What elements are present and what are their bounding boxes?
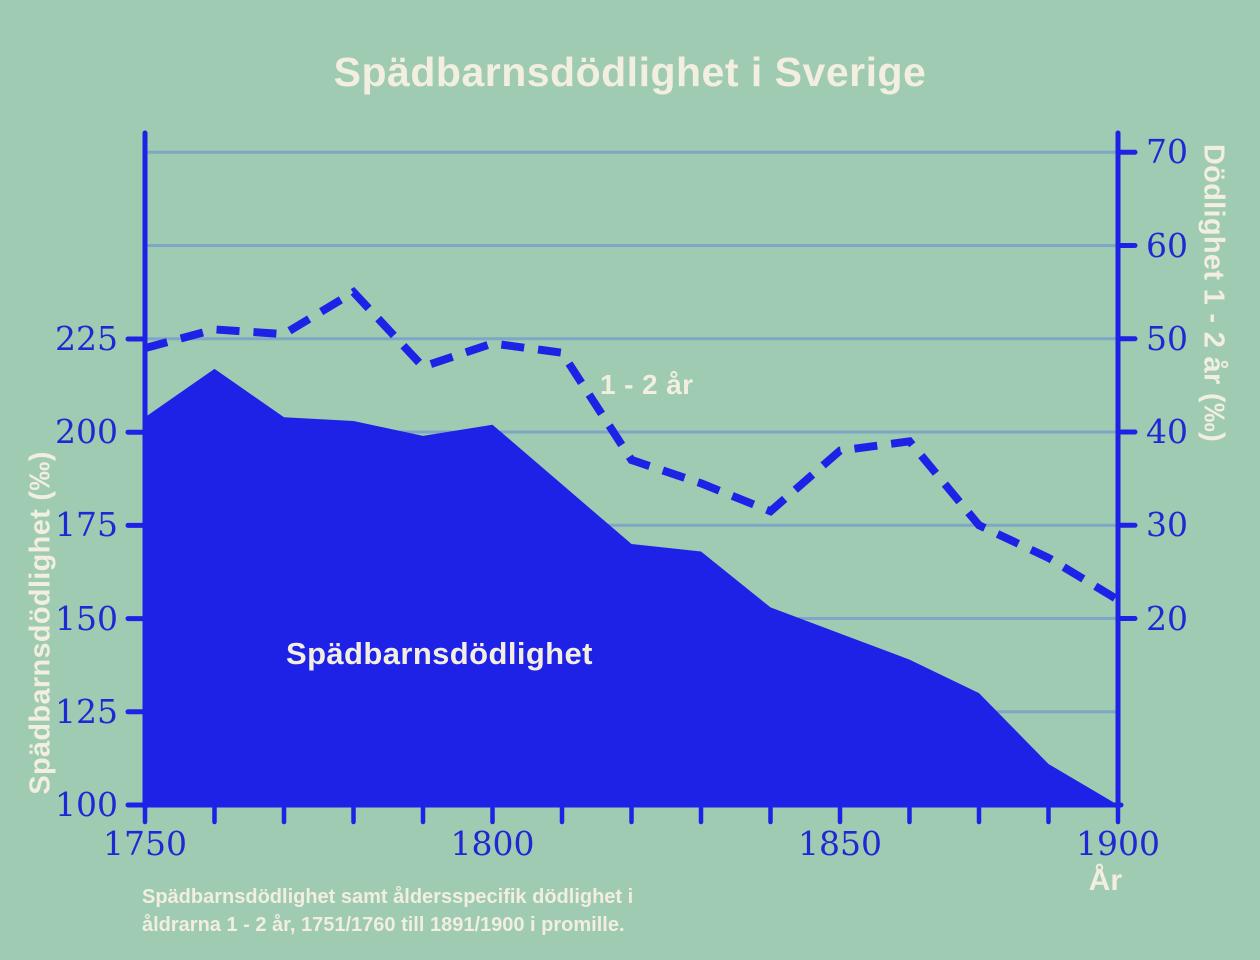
right-axis-tick-label: 70 (1146, 132, 1188, 172)
right-axis-title: Dödlighet 1 - 2 år (‰) (1197, 143, 1230, 443)
right-axis-tick-label: 60 (1146, 225, 1188, 265)
right-axis-tick-label: 20 (1146, 598, 1188, 638)
chart-title: Spädbarnsdödlighet i Sverige (333, 49, 927, 95)
left-axis-tick-label: 200 (55, 412, 118, 452)
left-axis-tick-label: 150 (55, 598, 118, 638)
right-axis-tick-label: 50 (1146, 318, 1188, 358)
area-series-label: Spädbarnsdödlighet (286, 636, 593, 671)
caption (142, 883, 633, 939)
infant-mortality-area (145, 369, 1118, 807)
x-axis-title: År (1088, 864, 1122, 897)
right-axis-tick-label: 40 (1146, 412, 1188, 451)
left-axis-title: Spädbarnsdödlighet (‰) (24, 451, 57, 795)
left-axis-tick-label: 225 (55, 319, 118, 358)
caption-line-1: Spädbarnsdödlighet samt åldersspecifik dödlighet i (142, 886, 634, 908)
left-axis-tick-label: 100 (55, 785, 118, 824)
left-axis-tick-label: 125 (55, 691, 118, 731)
line-series-label: 1 - 2 år (600, 369, 694, 400)
left-axis-tick-label: 175 (55, 505, 118, 545)
right-axis-tick-label: 30 (1146, 505, 1188, 545)
x-axis-tick-label: 1750 (103, 824, 187, 863)
x-axis-tick-label: 1800 (450, 824, 535, 863)
x-axis-tick-label: 1850 (798, 824, 882, 863)
caption-line-2: åldrarna 1 - 2 år, 1751/1760 till 1891/1900 i promille. (142, 914, 625, 936)
x-axis-tick-label: 1900 (1076, 824, 1160, 863)
